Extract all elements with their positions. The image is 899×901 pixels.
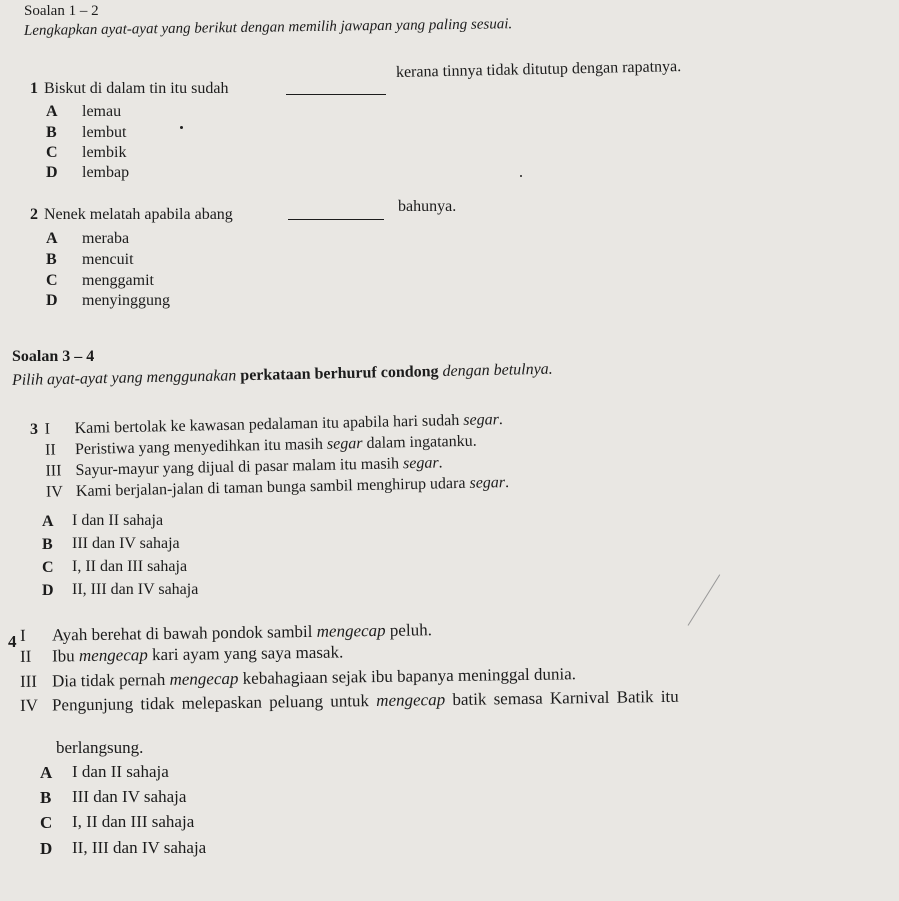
q3-option-text: II, III dan IV sahaja <box>72 581 199 598</box>
q2-answer-blank <box>288 219 384 220</box>
q3-option-letter: B <box>42 536 53 553</box>
q3-option-text: I dan II sahaja <box>72 512 164 529</box>
q3-statement: II Peristiwa yang menyedihkan itu masih segar dalam ingatanku. <box>44 432 477 459</box>
section-header-1-2: Soalan 1 – 2 <box>24 3 99 19</box>
q2-option-letter: C <box>46 272 58 289</box>
q4-statement-continuation: berlangsung. <box>56 738 144 757</box>
q2-option-letter: D <box>46 292 58 309</box>
q3-statements <box>30 386 680 501</box>
instruction-1-2: Lengkapkan ayat-ayat yang berikut dengan memilih jawapan yang paling sesuai. <box>23 16 513 39</box>
q2-number: 2 <box>30 206 38 223</box>
q2-option-text: menyinggung <box>82 292 170 309</box>
q3-statement: IV Kami berjalan-jalan di taman bunga sambil menghirup udara segar. <box>45 473 510 501</box>
q3-statement: I Kami bertolak ke kawasan pedalaman itu apabila hari sudah segar. <box>44 411 504 438</box>
q2-option-text: mencuit <box>82 251 134 268</box>
q3-option-letter: D <box>42 582 54 599</box>
q2-text-pre: Nenek melatah apabila abang <box>44 206 233 223</box>
q3-option-text: III dan IV sahaja <box>72 535 180 552</box>
q1-option-letter: A <box>46 103 58 120</box>
q4-option-text: II, III dan IV sahaja <box>72 838 207 857</box>
stray-mark <box>520 175 522 177</box>
q2-option-letter: A <box>46 230 58 247</box>
stray-pencil-line <box>688 574 721 625</box>
q4-statement: III Dia tidak pernah mengecap kebahagiaan sejak ibu bapanya meninggal dunia. <box>19 664 577 691</box>
q3-option-text: I, II dan III sahaja <box>72 558 188 575</box>
q2-option-text: meraba <box>82 230 130 247</box>
q2-text-post: bahunya. <box>398 198 457 215</box>
q4-option-text: I, II dan III sahaja <box>72 812 195 831</box>
q4-option-letter: D <box>40 839 53 858</box>
q1-text-post: kerana tinnya tidak ditutup dengan rapatnya. <box>395 58 682 81</box>
q1-option-text: lembut <box>82 124 127 141</box>
q4-option-text: III dan IV sahaja <box>72 787 187 806</box>
q4-statement: II Ibu mengecap kari ayam yang saya masak. <box>19 642 344 666</box>
q1-option-text: lembap <box>82 164 130 181</box>
q4-number: 4 <box>8 632 17 651</box>
q4-statement: IV Pengunjung tidak melepaskan peluang untuk mengecap batik semasa Karnival Batik itu <box>19 686 679 715</box>
q4-option-text: I dan II sahaja <box>72 762 169 781</box>
q3-statement: III Sayur-mayur yang dijual di pasar malam itu masih segar. <box>45 454 443 480</box>
q1-number: 1 <box>30 80 38 97</box>
q4-statement: I Ayah berehat di bawah pondok sambil mengecap peluh. <box>19 620 433 645</box>
q4-option-letter: A <box>40 763 53 782</box>
section-header-3-4: Soalan 3 – 4 <box>12 348 95 365</box>
instruction-3-4: Pilih ayat-ayat yang menggunakan perkataan berhuruf condong dengan betulnya. <box>11 360 553 389</box>
q2-option-letter: B <box>46 251 57 268</box>
q3-option-letter: C <box>42 559 54 576</box>
stray-mark <box>180 126 183 129</box>
q1-option-letter: B <box>46 124 57 141</box>
q4-option-letter: B <box>40 788 52 807</box>
q1-option-text: lemau <box>82 103 122 120</box>
q2-option-text: menggamit <box>82 272 154 289</box>
q1-option-letter: D <box>46 164 58 181</box>
q4-option-letter: C <box>40 813 53 832</box>
q1-option-text: lembik <box>82 144 127 161</box>
q1-option-letter: C <box>46 144 58 161</box>
q1-text-pre: Biskut di dalam tin itu sudah <box>44 80 229 97</box>
q3-number: 3 <box>30 421 38 438</box>
q3-option-letter: A <box>42 513 54 530</box>
q1-answer-blank <box>286 94 386 95</box>
